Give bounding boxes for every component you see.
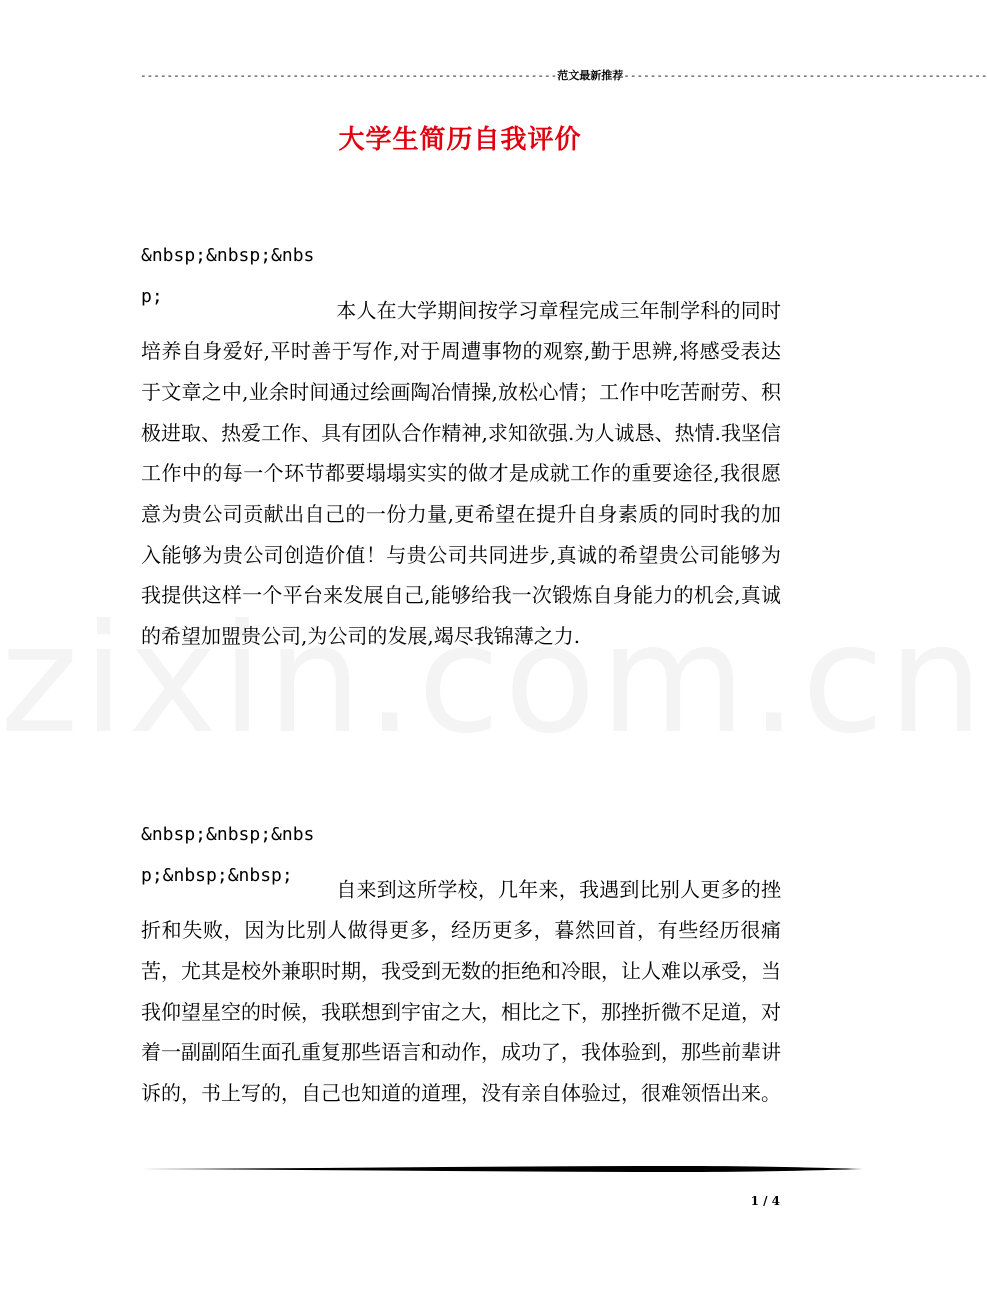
- header-label: 范文最新推荐: [557, 69, 624, 82]
- header-right-dashes: -------------------------------------------------------: [623, 69, 987, 82]
- paragraph-1-lead: [141, 236, 336, 317]
- paragraph-1-text: 本人在大学期间按学习章程完成三年制学科的同时培养自身爱好,平时善于写作,对于周遭事物的观察,勤于思辨,将感受表达于文章之中,业余时间通过绘画陶冶情操,放松心情；工作中吃苦耐劳、积极进取、热爱工作、具有团队合作精神,求知欲强.为人诚恳、热情.我坚信工作中的每一个环节都要塌塌实实的做才是成就工作的重要途径,我很愿意为贵公司贡献出自己的一份力量,更希望在提升自身素质的同时我的加入能够为贵公司创造价值！与贵公司共同进步,真诚的希望贵公司能够为我提供这样一个平台来发展自己,能够给我一次锻炼自身能力的机会,真诚的希望加盟贵公司,为公司的发展,竭尽我锦薄之力.: [141, 298, 781, 649]
- paragraph-1-lead-text: &nbsp;&nbsp;&nbsp;: [141, 245, 315, 307]
- header-left-dashes: ---------------------------------------------------------------: [140, 69, 558, 82]
- page-number: 1 / 4: [750, 1194, 780, 1208]
- paragraph-2-lead: [141, 815, 336, 896]
- footer-rule: [141, 1165, 863, 1173]
- paragraph-1: [141, 236, 781, 657]
- paragraph-2: [141, 815, 781, 1114]
- document-title: 大学生简历自我评价: [338, 125, 582, 155]
- footer-rule-shape: [141, 1166, 863, 1172]
- paragraph-2-text: 自来到这所学校，几年来，我遇到比别人更多的挫折和失败，因为比别人做得更多，经历更多，暮然回首，有些经历很痛苦，尤其是校外兼职时期，我受到无数的拒绝和冷眼，让人难以承受，当我仰望星空的时候，我联想到宇宙之大，相比之下，那挫折微不足道，对着一副副陌生面孔重复那些语言和动作，成功了，我体验到，那些前辈讲诉的，书上写的，自己也知道的道理，没有亲自体验过，很难领悟出来。: [141, 877, 781, 1105]
- page-header: [140, 66, 987, 86]
- paragraph-2-lead-text: &nbsp;&nbsp;&nbsp;&nbsp;&nbsp;: [141, 824, 315, 886]
